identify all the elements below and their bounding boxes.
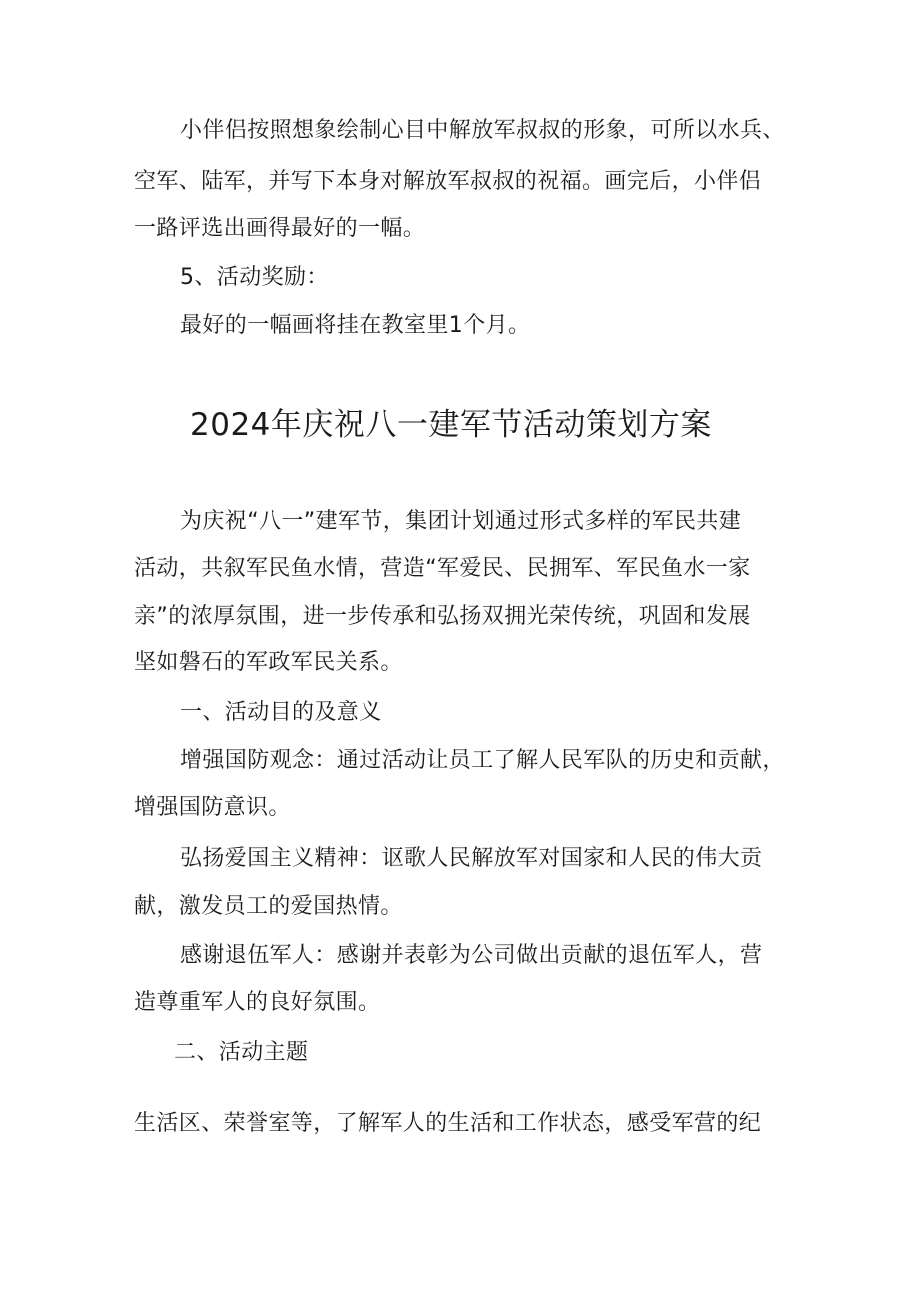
paragraph-line: 坚如磐石的军政军民关系。: [134, 650, 403, 675]
paragraph-line: 空军、陆军，并写下本身对解放军叔叔的祝福。画完后，小伴侣: [134, 169, 762, 194]
section-heading: 一、活动目的及意义: [180, 700, 382, 725]
section-heading: 二、活动主题: [174, 1040, 309, 1065]
paragraph-line: 献，激发员工的爱国热情。: [134, 894, 403, 919]
paragraph-line: 增强国防意识。: [134, 795, 291, 820]
section-heading: 5、活动奖励：: [180, 265, 329, 290]
paragraph-line: 一路评选出画得最好的一幅。: [134, 216, 426, 241]
paragraph-line: 生活区、荣誉室等，了解军人的生活和工作状态，感受军营的纪: [134, 1111, 762, 1136]
paragraph-line: 造尊重军人的良好氛围。: [134, 990, 381, 1015]
paragraph-line: 感谢退伍军人：感谢并表彰为公司做出贡献的退伍军人，营: [180, 943, 763, 968]
paragraph-line: 增强国防观念：通过活动让员工了解人民军队的历史和贡献，: [180, 748, 785, 773]
paragraph-line: 弘扬爱国主义精神：讴歌人民解放军对国家和人民的伟大贡: [180, 846, 763, 871]
paragraph-line: 亲”的浓厚氛围，进一步传承和弘扬双拥光荣传统，巩固和发展: [134, 604, 751, 629]
paragraph-line: 为庆祝“八一”建军节，集团计划通过形式多样的军民共建: [180, 509, 742, 534]
paragraph-line: 最好的一幅画将挂在教室里1个月。: [180, 313, 531, 338]
document-title: 2024年庆祝八一建军节活动策划方案: [190, 407, 712, 443]
paragraph-line: 活动，共叙军民鱼水情，营造“军爱民、民拥军、军民鱼水一家: [134, 556, 751, 581]
paragraph-line: 小伴侣按照想象绘制心目中解放军叔叔的形象，可所以水兵、: [180, 118, 785, 143]
